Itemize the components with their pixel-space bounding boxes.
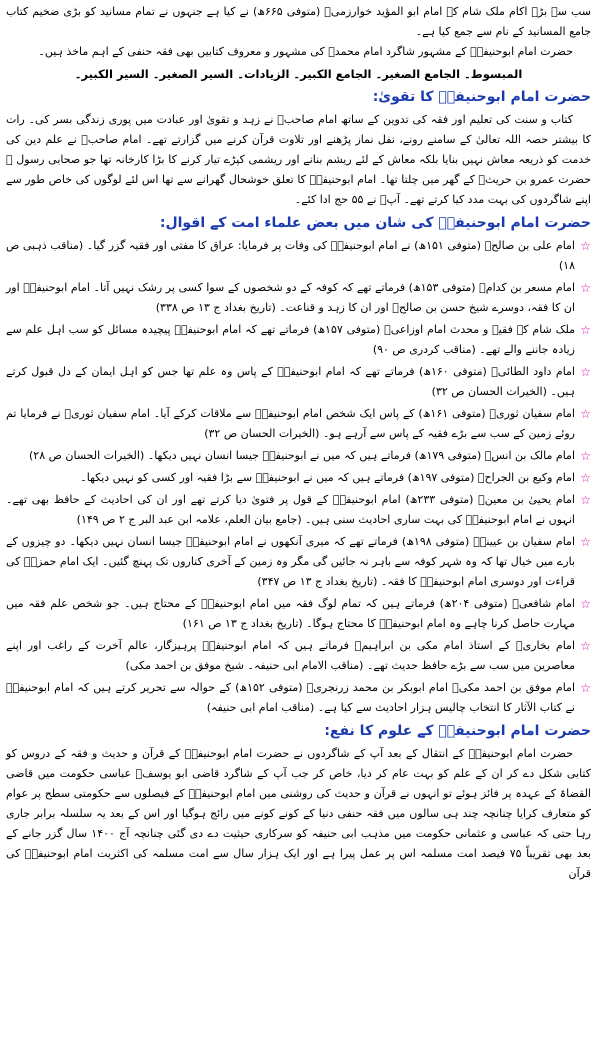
list-item [6, 636, 591, 676]
benefit-paragraph: حضرت امام ابوحنیفہؒ کے انتقال کے بعد آپ کے شاگردوں نے حضرت امام ابوحنیفہؒ کے قرآن و حدیث و فقہ کے دروس کو کتابی شکل دے کر ان کے علم کو بہت عام کر دیا، خاص کر جب آپ کے شاگرد قاضی ابو یوسفؒ عباسی حکومت میں قاضی القضاۃ کے عہدہ پر فائز ہوئے تو انہوں نے قرآن و حدیث کی روشنی میں امام ابوحنیفہؒ کے فیصلوں سے حکومتی سطح پر عوام کو متعارف کرایا چنانچہ چند ہی سالوں میں فقہ حنفی دنیا کے کونے کونے میں رائج ہوگیا اور اس کے بعد یہ سلسلہ برابر جاری رہا حتی کہ عباسی و عثمانی حکومت میں مذہب ابی حنیفہ کو سرکاری حیثیت دے دی گئی چنانچہ آج ۱۴۰۰ سال گزر جانے کے بعد بھی تقریباً ۷۵ فیصد امت مسلمہ اس پر عمل پیرا ہے اور ایک ہزار سال سے امت مسلمہ کی اکثریت امام ابوحنیفہؒ کی قرآن [6, 747, 591, 880]
star-icon: ☆ [580, 365, 591, 379]
list-item [6, 532, 591, 592]
intro-paragraph: سب سے بڑے اکام ملک شام کے امام ابو المؤید خوارزمیؒ (متوفی ۶۶۵ھ) نے کیا ہے جنہوں نے تمام مسانید کو بڑی ضخیم کتاب جامع المسانید کے نام سے جمع کیا ہے۔ [6, 5, 591, 38]
list-item [6, 320, 591, 360]
sayings-list [6, 236, 591, 718]
list-item [6, 362, 591, 402]
quote-text: امام مسعر بن کدامؒ (متوفی ۱۵۳ھ) فرماتے تھے کہ کوفہ کے دو شخصوں کے سوا کسی پر رشک نہیں آتا۔ امام ابوحنیفہؒ اور ان کا فقہ، دوسرے شیخ حسن بن صالحؒ اور ان کا زہد و قناعت۔ (تاریخ بغداد ج ۱۳ ص ۳۳۸) [6, 281, 576, 314]
star-icon: ☆ [580, 239, 591, 253]
quote-text: امام شافعیؒ (متوفی ۲۰۴ھ) فرماتے ہیں کہ تمام لوگ فقہ میں امام ابوحنیفہؒ کے محتاج ہیں۔ جو شخص علم فقہ میں مہارت حاصل کرنا چاہے وہ امام ابوحنیفہؒ کا محتاج ہوگا۔ (تاریخ بغداد ج ۱۳ ص ۱۶۱) [6, 597, 575, 630]
quote-text: ملک شام کے فقیہ و محدث امام اوزاعیؒ (متوفی ۱۵۷ھ) فرماتے تھے کہ امام ابوحنیفہؒ پیچیدہ مسائل کو سب اہل علم سے زیادہ جاننے والے تھے۔ (مناقب کردری ص ۹۰) [6, 323, 575, 356]
quote-text: امام سفیان ثوریؒ (متوفی ۱۶۱ھ) کے پاس ایک شخص امام ابوحنیفہؒ سے ملاقات کرکے آیا۔ امام سفیان ثوریؒ نے فرمایا تم روئے زمین کے سب سے بڑے فقیہ کے پاس سے آرہے ہو۔ (الخیرات الحسان ص ۳۲) [6, 407, 575, 440]
section-heading-taqwa: حضرت امام ابوحنیفہؒ کا تقویٰ: [372, 89, 591, 105]
list-item [6, 594, 591, 634]
intro-books-note: حضرت امام ابوحنیفہؒ کے مشہور شاگرد امام محمدؒ کی مشہور و معروف کتابیں بھی فقہ حنفی کے اہم ماخذ ہیں۔ [38, 45, 573, 58]
quote-text: امام علی بن صالحؒ (متوفی ۱۵۱ھ) نے امام ابوحنیفہؒ کی وفات پر فرمایا: عراق کا مفتی اور فقیہ گزر گیا۔ (مناقب ذہبی ص ۱۸) [6, 239, 575, 272]
list-item [6, 404, 591, 444]
star-icon: ☆ [580, 471, 591, 485]
taqwa-paragraph: کتاب و سنت کی تعلیم اور فقہ کی تدوین کے ساتھ امام صاحبؒ نے زہد و تقویٰ اور عبادت میں پوری زندگی بسر کی۔ رات کا بیشتر حصہ اللہ تعالیٰ کے سامنے رونے، نفل نماز پڑھنے اور تلاوت قرآن کرنے میں گزارتے تھے۔ امام صاحبؒ نے علم دین کی خدمت کو ذریعہ معاش نہیں بنایا بلکہ معاش کے لئے ریشم بنانے اور ریشمی کپڑے تیار کرنے کا بڑا کارخانہ تھا جو صحابی رسول ﷺ حضرت عمرو بن حریثؓ کے گھر میں چلتا تھا۔ امام ابوحنیفہؒ کا تعلق خوشحال گھرانے سے تھا اس لئے لوگوں کی خاص طور سے اپنے شاگردوں کی بہت مدد کیا کرتے تھے۔ آپؒ نے ۵۵ حج ادا کئے۔ [6, 113, 591, 206]
list-item [6, 278, 591, 318]
quote-text: امام مالک بن انسؒ (متوفی ۱۷۹ھ) فرماتے ہیں کہ میں نے ابوحنیفہؒ جیسا انسان نہیں دیکھا۔ (الخیرات الحسان ص ۲۸) [28, 449, 575, 462]
star-icon: ☆ [580, 493, 591, 507]
star-icon: ☆ [580, 639, 591, 653]
section-heading-benefit: حضرت امام ابوحنیفہؒ کے علوم کا نفع: [324, 723, 591, 739]
books-list: المبسوط۔ الجامع الصغیر۔ الجامع الکبیر۔ الزیادات۔ السیر الصغیر۔ السیر الکبیر۔ [74, 67, 523, 81]
list-item [6, 490, 591, 530]
list-item [6, 678, 591, 718]
section-heading-sayings: حضرت امام ابوحنیفہؒ کی شان میں بعض علماء امت کے اقوال: [159, 215, 591, 231]
list-item [6, 468, 591, 488]
list-item [6, 236, 591, 276]
quote-text: امام داود الطائیؒ (متوفی ۱۶۰ھ) فرماتے تھے کہ امام ابوحنیفہؒ کے پاس وہ علم تھا جس کو اہل ایمان کے دل قبول کرتے ہیں۔ (الخیرات الحسان ص ۳۲) [6, 365, 575, 398]
star-icon: ☆ [580, 281, 591, 295]
quote-text: امام یحییٰ بن معینؒ (متوفی ۲۳۳ھ) امام ابوحنیفہؒ کے قول پر فتویٰ دیا کرتے تھے اور ان کی احادیث کے حافظ بھی تھے۔ انہوں نے امام ابوحنیفہؒ کی بہت ساری احادیث سنی ہیں۔ (جامع بیان العلم، علامہ ابن عبد البر ج ۲ ص ۱۴۹) [6, 493, 575, 526]
list-item [6, 446, 591, 466]
quote-text: امام وکیع بن الجراحؒ (متوفی ۱۹۷ھ) فرماتے ہیں کہ میں نے ابوحنیفہؒ سے بڑا فقیہ اور کسی کو نہیں دیکھا۔ [80, 471, 575, 484]
star-icon: ☆ [580, 597, 591, 611]
star-icon: ☆ [580, 449, 591, 463]
star-icon: ☆ [580, 535, 591, 549]
star-icon: ☆ [580, 681, 591, 695]
quote-text: امام موفق بن احمد مکیؒ امام ابوبکر بن محمد زرنجریؒ (متوفی ۱۵۲ھ) کے حوالہ سے تحریر کرتے ہیں کہ امام ابوحنیفہؒ نے کتاب الآثار کا انتخاب چالیس ہزار احادیث سے کیا ہے۔ (مناقب امام ابی حنیفہ) [6, 681, 576, 714]
quote-text: امام بخاریؒ کے استاذ امام مکی بن ابراہیمؒ فرماتے ہیں کہ امام ابوحنیفہؒ پرہیزگار، عالم آخرت کے راغب اور اپنے معاصرین میں سب سے بڑے حافظ حدیث تھے۔ (مناقب الامام ابی حنیفہ۔ شیخ موفق بن احمد مکی) [6, 639, 575, 672]
star-icon: ☆ [580, 323, 591, 337]
quote-text: امام سفیان بن عیینہؒ (متوفی ۱۹۸ھ) فرماتے تھے کہ میری آنکھوں نے امام ابوحنیفہؒ جیسا انسان نہیں دیکھا۔ دو چیزوں کے بارے میں خیال تھا کہ وہ شہر کوفہ سے باہر نہ جائیں گی مگر وہ زمین کے آخری کناروں تک پہنچ گئیں۔ ایک امام حمزہؒ کی قراءت اور دوسری امام ابوحنیفہؒ کا فقہ۔ (تاریخ بغداد ج ۱۳ ص ۳۴۷) [6, 535, 575, 588]
star-icon: ☆ [580, 407, 591, 421]
